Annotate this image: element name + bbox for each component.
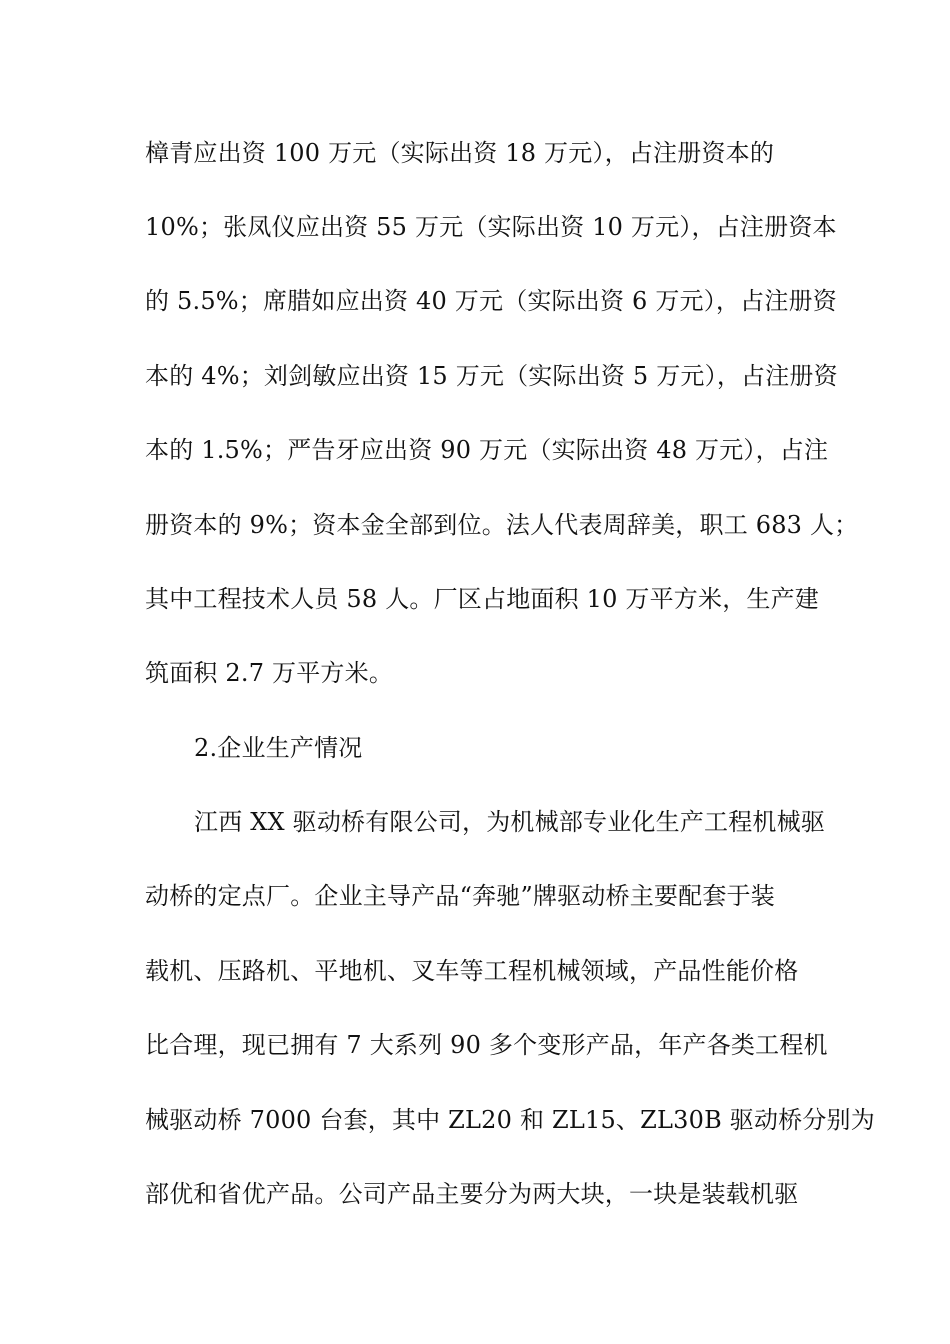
paragraph-2-line-6: 部优和省优产品。公司产品主要分为两大块，一块是装载机驱	[145, 1180, 799, 1208]
paragraph-1-line-1: 樟青应出资 100 万元（实际出资 18 万元），占注册资本的	[145, 139, 775, 167]
paragraph-1-line-8: 筑面积 2.7 万平方米。	[145, 659, 394, 687]
paragraph-1-line-4: 本的 4%；刘剑敏应出资 15 万元（实际出资 5 万元），占注册资	[145, 362, 838, 390]
paragraph-2-line-2: 动桥的定点厂。企业主导产品“奔驰”牌驱动桥主要配套于装	[145, 882, 775, 910]
paragraph-2-line-4: 比合理，现已拥有 7 大系列 90 多个变形产品，年产各类工程机	[145, 1031, 828, 1059]
paragraph-2-line-1: 江西 XX 驱动桥有限公司，为机械部专业化生产工程机械驱	[194, 808, 826, 836]
paragraph-2-line-5: 械驱动桥 7000 台套，其中 ZL20 和 ZL15、ZL30B 驱动桥分别为	[145, 1106, 875, 1134]
paragraph-1-line-6: 册资本的 9%；资本金全部到位。法人代表周辞美，职工 683 人；	[145, 511, 859, 539]
paragraph-1-line-3: 的 5.5%；席腊如应出资 40 万元（实际出资 6 万元），占注册资	[145, 287, 837, 315]
paragraph-2-line-3: 载机、压路机、平地机、叉车等工程机械领域，产品性能价格	[145, 957, 799, 985]
paragraph-1-line-5: 本的 1.5%；严告牙应出资 90 万元（实际出资 48 万元），占注	[145, 436, 829, 464]
section-heading: 2.企业生产情况	[194, 734, 363, 762]
paragraph-1-line-2: 10%；张凤仪应出资 55 万元（实际出资 10 万元），占注册资本	[145, 213, 837, 241]
paragraph-1-line-7: 其中工程技术人员 58 人。厂区占地面积 10 万平方米，生产建	[145, 585, 819, 613]
